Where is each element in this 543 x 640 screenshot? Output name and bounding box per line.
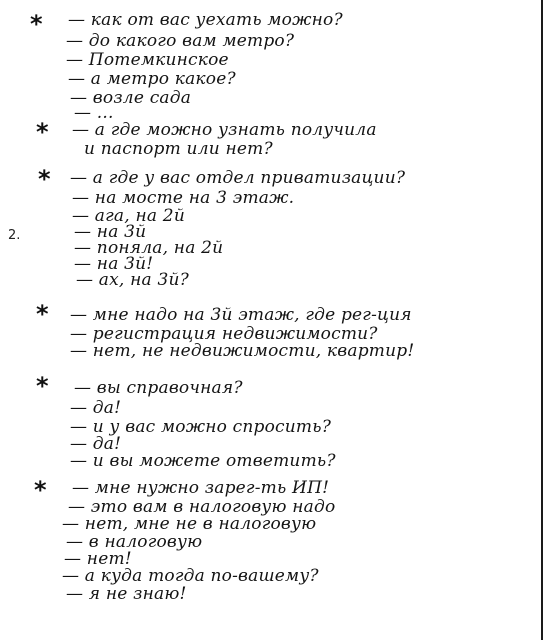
note-line: — да!	[70, 398, 122, 418]
note-line: — нет, мне не в налоговую	[62, 514, 317, 534]
note-line: — ах, на 3й?	[76, 270, 189, 290]
asterisk-marker-4: *	[36, 300, 49, 328]
note-line: — ага, на 2й	[72, 206, 185, 226]
note-line: — мне нужно зарег-ть ИП!	[72, 478, 330, 498]
note-line: — на мосте на 3 этаж.	[72, 188, 295, 208]
note-line: — ...	[74, 103, 114, 123]
note-line: — регистрация недвижимости?	[70, 324, 378, 344]
margin-scribble: 2.	[8, 228, 21, 243]
note-line: — в налоговую	[66, 532, 203, 552]
note-line: — как от вас уехать можно?	[68, 10, 343, 30]
note-line: — а куда тогда по-вашему?	[62, 566, 319, 586]
note-line: — возле сада	[70, 88, 192, 108]
asterisk-marker-6: *	[34, 476, 47, 504]
note-line: — на 3й	[74, 222, 147, 242]
asterisk-marker-1: *	[30, 10, 43, 38]
note-line: — мне надо на 3й этаж, где рег-ция	[70, 305, 412, 325]
note-line: — до какого вам метро?	[66, 31, 295, 51]
note-line: — а где можно узнать получила	[72, 120, 377, 140]
note-line: — Потемкинское	[66, 50, 229, 70]
note-line: — и у вас можно спросить?	[70, 417, 332, 437]
note-line: — я не знаю!	[66, 584, 187, 604]
note-line: — а где у вас отдел приватизации?	[70, 168, 406, 188]
asterisk-marker-2: *	[36, 118, 49, 146]
note-line: — и вы можете ответить?	[70, 451, 336, 471]
note-line: — нет!	[64, 549, 132, 569]
note-line: — это вам в налоговую надо	[68, 497, 336, 517]
note-line: — вы справочная?	[74, 378, 243, 398]
asterisk-marker-3: *	[38, 165, 51, 193]
asterisk-marker-5: *	[36, 372, 49, 400]
note-line: — да!	[70, 434, 122, 454]
note-line: — а метро какое?	[68, 69, 236, 89]
note-line: — поняла, на 2й	[74, 238, 224, 258]
note-line: — нет, не недвижимости, квартир!	[70, 341, 415, 361]
note-line: и паспорт или нет?	[84, 139, 273, 159]
note-line: — на 3й!	[74, 254, 154, 274]
